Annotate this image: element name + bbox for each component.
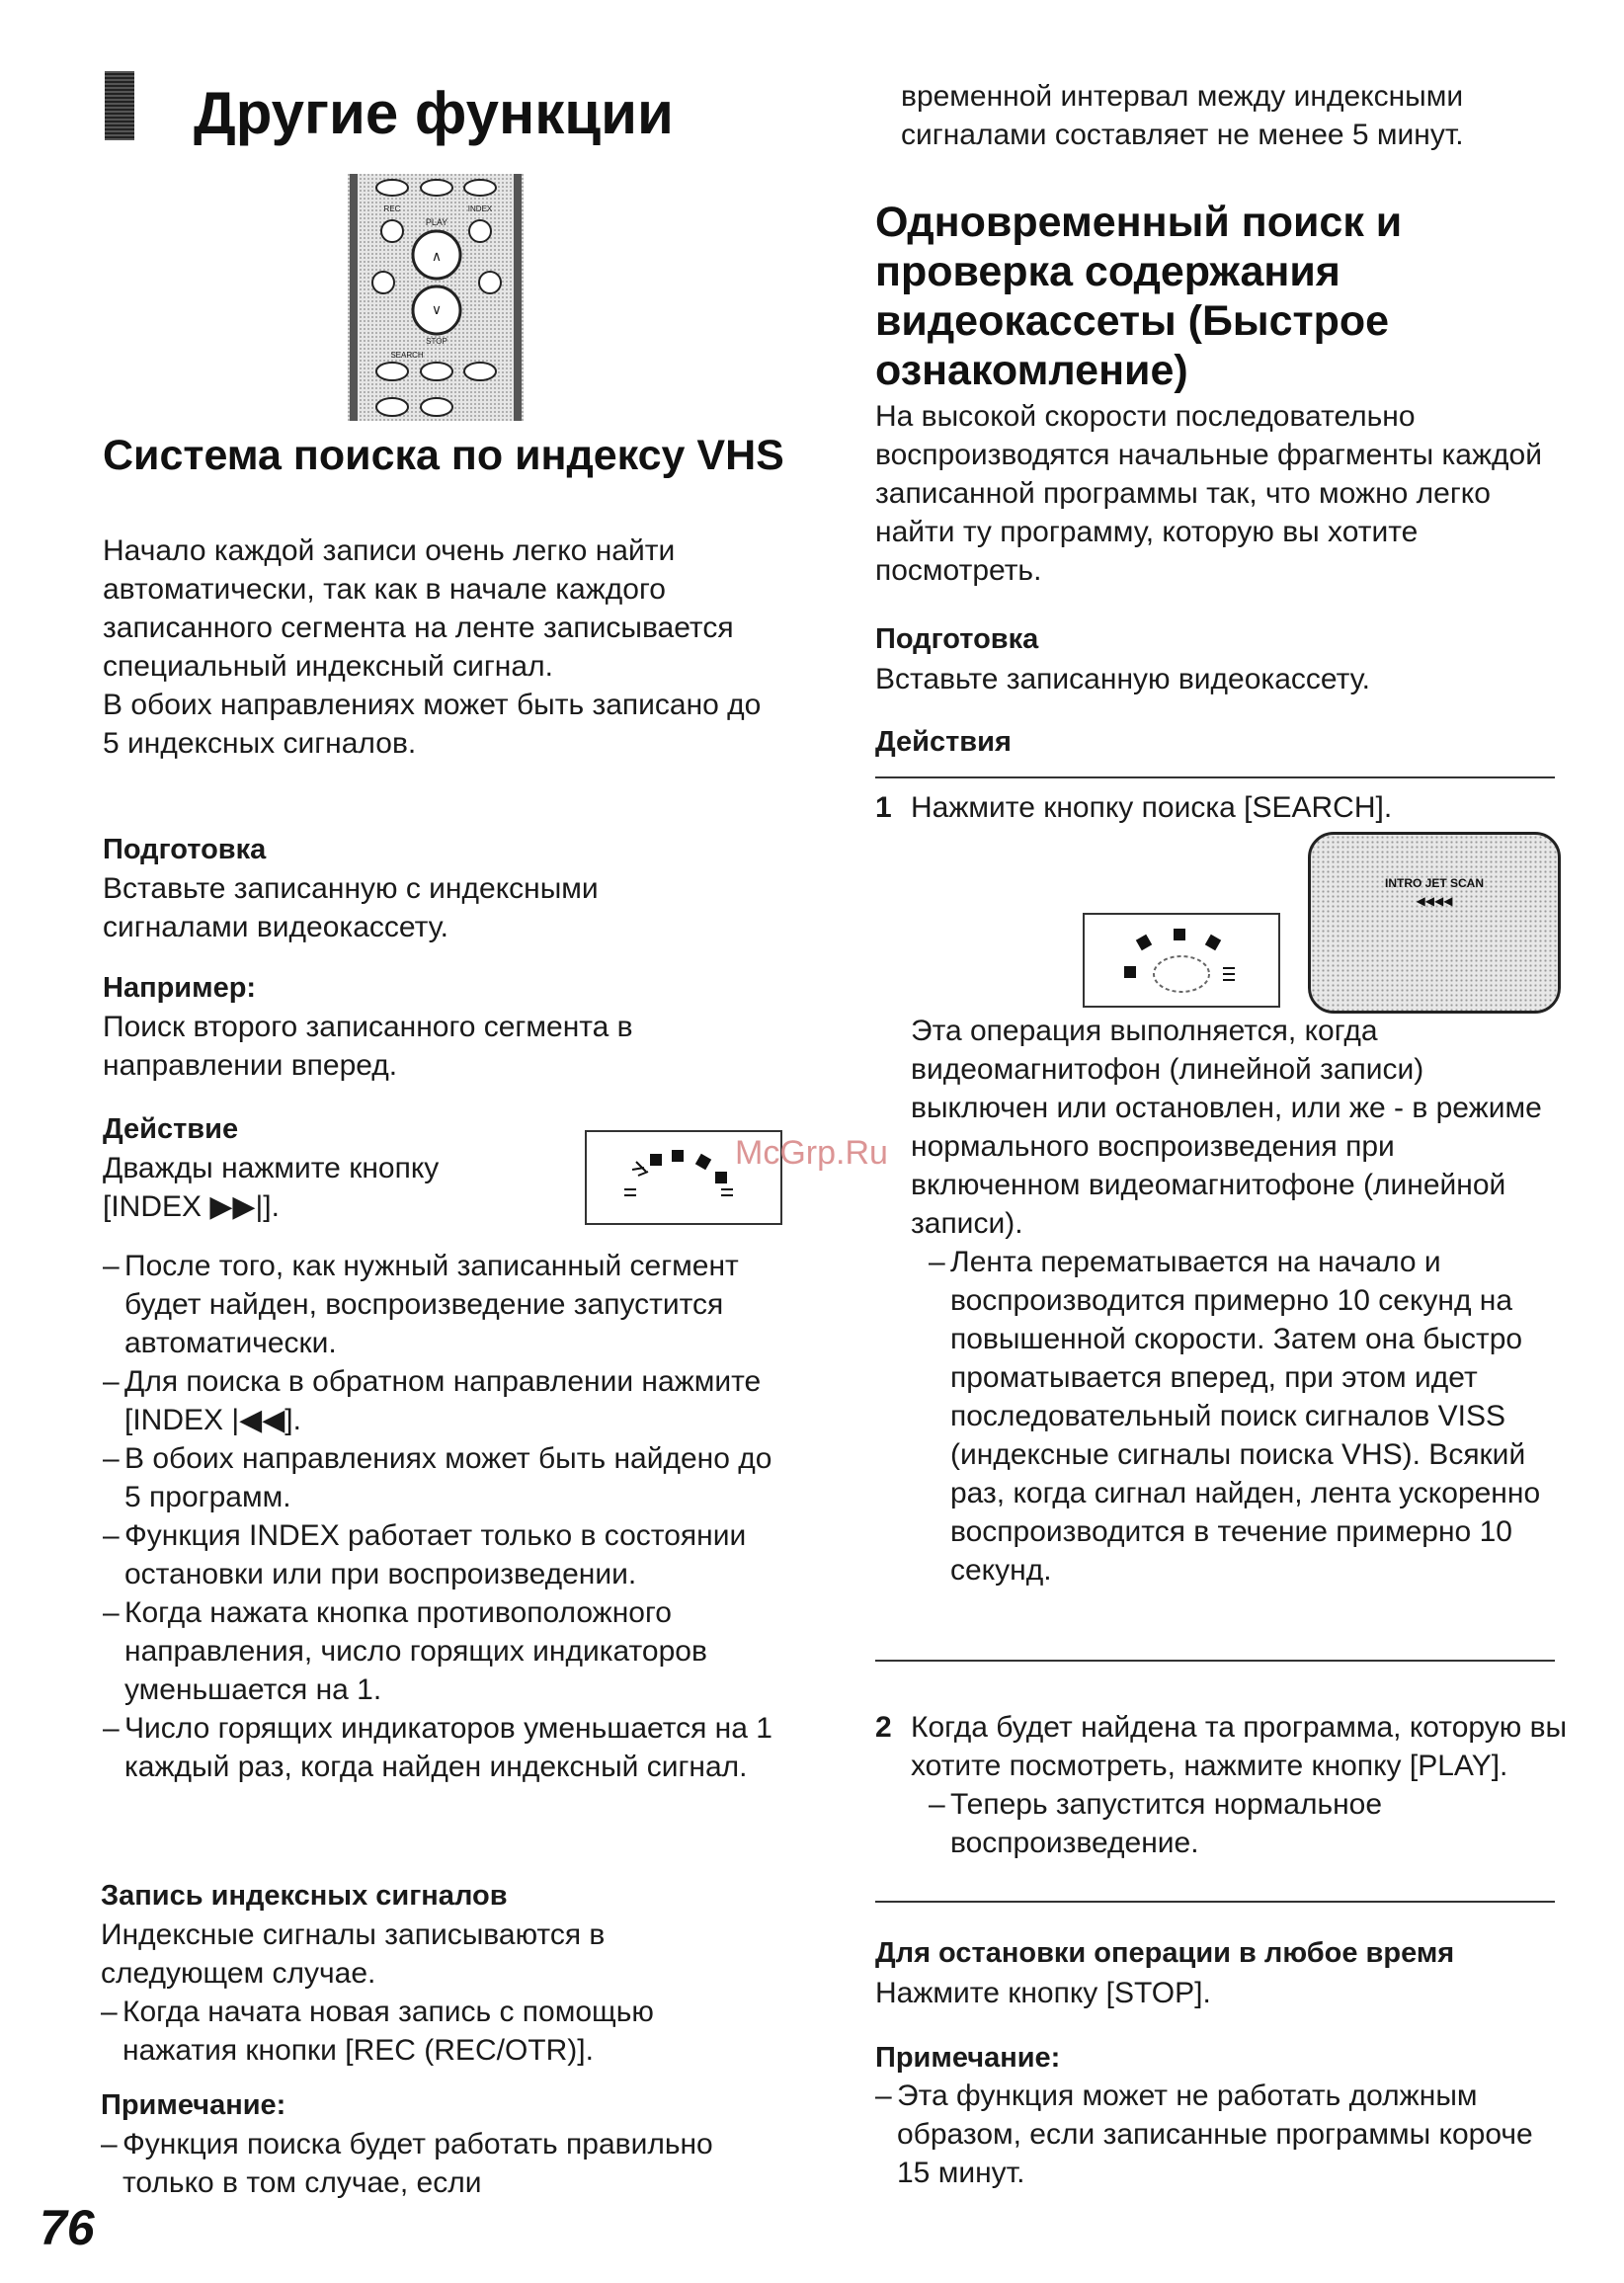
svg-text:∨: ∨ <box>431 301 443 317</box>
action-note-3: – В обоих направлениях может быть найдено до 5 программ. <box>103 1439 794 1516</box>
action-note-2: – Для поиска в обратном направлении нажмите [INDEX |◀◀]. <box>103 1362 794 1439</box>
recording-text <box>101 1916 733 2070</box>
page-title: Другие функции <box>194 80 674 146</box>
right-note-text <box>875 2077 1557 2192</box>
action-note-5: – Когда нажата кнопка противоположного направления, число горящих индикаторов уменьшается на 1. <box>103 1593 794 1709</box>
right-note-heading: Примечание: <box>875 2042 1061 2074</box>
title-marker <box>105 71 134 140</box>
remote-label-stop: STOP <box>426 337 447 346</box>
example-text: Поиск второго записанного сегмента в направлении вперед. <box>103 1011 633 1082</box>
actions-rule <box>875 776 1555 778</box>
vhs-intro <box>103 531 784 763</box>
scan-indicator-display <box>1083 913 1280 1008</box>
scan-title: Одновременный поиск и проверка содержания видеокассеты (Быстрое ознакомление) <box>875 199 1403 394</box>
step-1 <box>875 788 1563 827</box>
step-2-number: 2 <box>875 1711 892 1744</box>
actions-heading: Действия <box>875 726 1012 758</box>
action-notes <box>103 1247 794 1786</box>
action-text: Дважды нажмите кнопку [INDEX ▶▶|]. <box>103 1152 440 1223</box>
step-1-number: 1 <box>875 791 892 824</box>
page-number: 76 <box>40 2200 95 2255</box>
step-separator-1 <box>875 1660 1555 1662</box>
action-note-6: – Число горящих индикаторов уменьшается на 1 каждый раз, когда найден индексный сигнал. <box>103 1709 794 1786</box>
step-1-note: – Лента перематывается на начало и воспроизводится примерно 10 секунд на повышенной скорости. Затем она быстро проматывается вперед, при этом идет последовательный поиск сигналов VISS (индексные сигналы поиска VHS). Всякий раз, когда сигнал найден, лента ускоренно воспроизводится в течение примерно 10 секунд. <box>929 1243 1553 1590</box>
right-note-item: – Эта функция может не работать должным образом, если записанные программы короче 15 минут. <box>875 2077 1557 2192</box>
vhs-index-title: Система поиска по индексу VHS <box>103 432 784 479</box>
remote-control-svg <box>348 174 524 421</box>
action-heading: Действие <box>103 1113 239 1145</box>
remote-label-search: SEARCH <box>390 351 424 360</box>
recording-intro: Индексные сигналы записываются в следующем случае. <box>101 1918 606 1990</box>
right-prep-heading: Подготовка <box>875 623 1039 655</box>
step-1-text: Нажмите кнопку поиска [SEARCH]. <box>911 791 1393 824</box>
tv-screen <box>1308 832 1561 1014</box>
stop-text: Нажмите кнопку [STOP]. <box>875 1977 1211 2009</box>
left-prep-text: Вставьте записанную с индексными сигналами видеокассету. <box>103 872 599 943</box>
recording-item: – Когда начата новая запись с помощью нажатия кнопки [REC (REC/OTR)]. <box>101 1993 733 2070</box>
remote-label-index: INDEX <box>467 204 493 213</box>
watermark: McGrp.Ru <box>735 1134 888 1172</box>
tv-screen-line-1: INTRO JET SCAN <box>1384 876 1484 890</box>
left-note-text <box>101 2125 733 2202</box>
remote-control-image <box>348 174 524 421</box>
right-prep-text: Вставьте записанную видеокассету. <box>875 663 1370 695</box>
step-1-desc-text: Эта операция выполняется, когда видеомагнитофон (линейной записи) выключен или остановлен, или же - в режиме нормального воспроизведения при включенном видеомагнитофоне (линейной записи). <box>911 1015 1542 1240</box>
remote-label-rec: REC <box>383 204 401 213</box>
tv-screen-line-2: ◀◀◀◀ <box>1416 894 1453 908</box>
step-1-description <box>911 1012 1553 1590</box>
left-prep-heading: Подготовка <box>103 834 267 865</box>
action-note-4: – Функция INDEX работает только в состоянии остановки или при воспроизведении. <box>103 1516 794 1593</box>
scan-intro: На высокой скорости последовательно воспроизводятся начальные фрагменты каждой записанной программы так, что можно легко найти ту программу, которую вы хотите посмотреть. <box>875 400 1542 587</box>
remote-label-play: PLAY <box>425 217 448 227</box>
recording-heading: Запись индексных сигналов <box>101 1880 508 1912</box>
right-continuation <box>901 77 1533 154</box>
vhs-intro-paragraph-1: Начало каждой записи очень легко найти автоматически, так как в начале каждого записанного сегмента на ленте записывается специальный индексный сигнал. <box>103 534 734 683</box>
stop-heading: Для остановки операции в любое время <box>875 1937 1455 1969</box>
vhs-intro-paragraph-2: В обоих направлениях может быть записано до 5 индексных сигналов. <box>103 689 762 760</box>
action-note-1: – После того, как нужный записанный сегмент будет найден, воспроизведение запустится автоматически. <box>103 1247 794 1362</box>
svg-text:∧: ∧ <box>431 248 443 264</box>
scan-indicator-svg <box>1085 915 1278 1006</box>
example-heading: Например: <box>103 972 257 1004</box>
left-note-heading: Примечание: <box>101 2089 286 2121</box>
continuation-text: временной интервал между индексными сигналами составляет не менее 5 минут. <box>901 80 1464 151</box>
left-note-item: – Функция поиска будет работать правильно только в том случае, если <box>101 2125 733 2202</box>
step-separator-2 <box>875 1901 1555 1903</box>
step-2-text: Когда будет найдена та программа, которую вы хотите посмотреть, нажмите кнопку [PLAY]. <box>911 1711 1568 1782</box>
step-2 <box>875 1708 1592 1862</box>
step-2-note: – Теперь запустится нормальное воспроизведение. <box>929 1785 1592 1862</box>
